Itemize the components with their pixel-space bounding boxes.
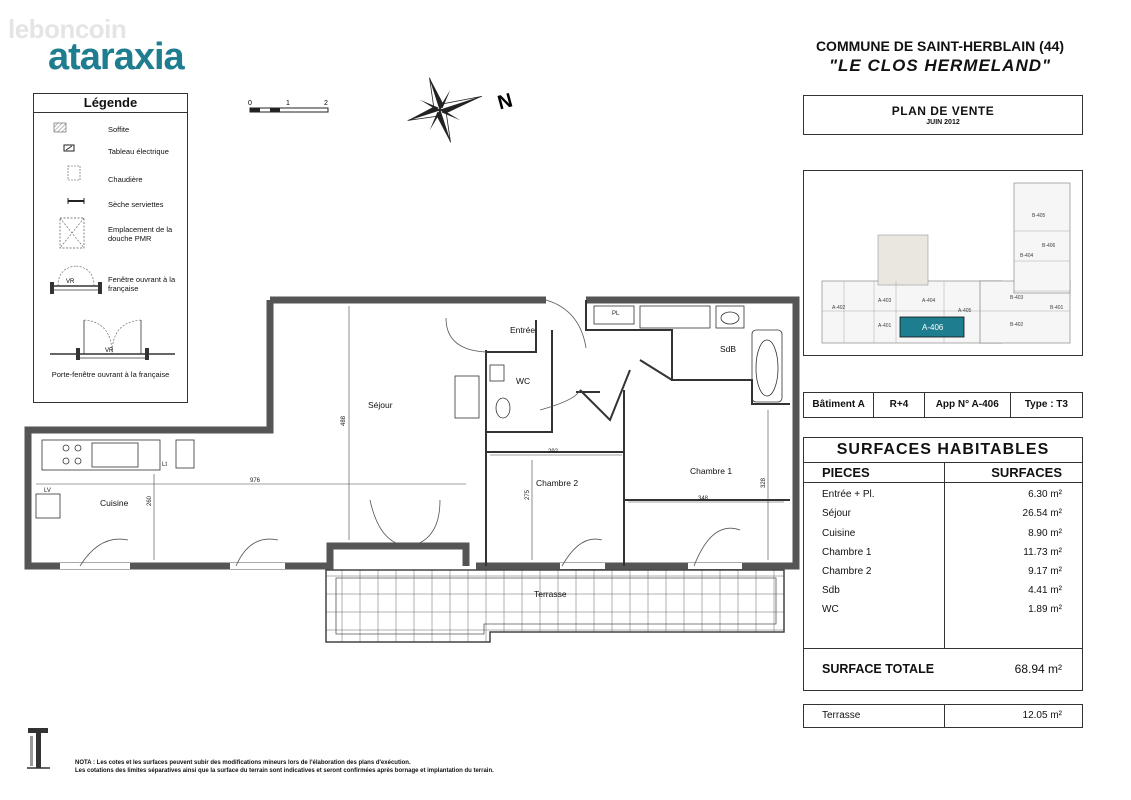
legend-item-seche: Sèche serviettes xyxy=(108,200,164,209)
keyplan-label: A-401 xyxy=(878,323,892,329)
col-surfaces: SURFACES xyxy=(991,465,1062,480)
dim-292: 292 xyxy=(548,449,559,455)
room-label-sdb: SdB xyxy=(720,344,737,354)
legend-item-fenetre: Fenêtre ouvrant à la française xyxy=(108,275,176,293)
dim-488: 488 xyxy=(341,415,347,426)
piece-name: Sdb xyxy=(822,585,840,596)
legend-title: Légende xyxy=(34,94,187,113)
surface-row xyxy=(804,585,1082,604)
surfaces-table xyxy=(803,437,1083,691)
piece-surface: 8.90 m² xyxy=(1028,528,1062,539)
plan-vente-title: PLAN DE VENTE xyxy=(891,104,995,118)
legend-item-douche: Emplacement de la douche PMR xyxy=(108,225,173,243)
col-pieces: PIECES xyxy=(822,465,870,480)
keyplan-label: B-406 xyxy=(1042,243,1056,249)
keyplan-label: B-403 xyxy=(1010,295,1024,301)
keyplan-label: B-405 xyxy=(1032,213,1046,219)
piece-name: Chambre 1 xyxy=(822,547,872,558)
commune-title: COMMUNE DE SAINT-HERBLAIN (44) xyxy=(815,38,1065,54)
keyplan-label: A-404 xyxy=(922,298,936,304)
piece-surface: 6.30 m² xyxy=(1028,489,1062,500)
info-appartement: App N° A-406 xyxy=(925,393,1011,417)
residence-title: "LE CLOS HERMELAND" xyxy=(828,56,1052,75)
plan-vente-box xyxy=(803,95,1083,135)
piece-name: WC xyxy=(822,604,839,615)
watermark: leboncoin xyxy=(8,14,127,44)
keyplan-highlight-label: A-406 xyxy=(922,323,944,332)
dim-260: 260 xyxy=(147,495,153,506)
window-vr-label: VR xyxy=(66,279,75,285)
room-label-chambre1: Chambre 1 xyxy=(690,466,733,476)
key-plan xyxy=(803,170,1083,356)
piece-name: Chambre 2 xyxy=(822,566,872,577)
room-label-entree: Entrée xyxy=(510,325,536,335)
note-line-1: NOTA : Les cotes et les surfaces peuvent subir des modifications mineurs lors de l'élaboration des plans d'exécution. xyxy=(75,760,411,766)
apartment-info-bar xyxy=(803,392,1083,418)
surface-total-row xyxy=(804,648,1082,691)
north-label: N xyxy=(495,89,516,115)
piece-surface: 1.89 m² xyxy=(1028,604,1062,615)
surface-row xyxy=(804,508,1082,527)
room-label-chambre2: Chambre 2 xyxy=(536,478,579,488)
fixture-label-pl: PL xyxy=(612,311,620,317)
disclaimer-note xyxy=(75,760,494,775)
piece-name: Entrée + Pl. xyxy=(822,489,875,500)
note-line-2: Les cotations des limites séparatives ainsi que la surface du terrain sont indicatives et seront confirmées après bornage et implantation du terrain. xyxy=(75,767,494,774)
room-label-wc: WC xyxy=(516,376,531,386)
keyplan-label: B-404 xyxy=(1020,253,1034,259)
scale-tick-2: 2 xyxy=(324,100,328,107)
piece-surface: 4.41 m² xyxy=(1028,585,1062,596)
keyplan-label: B-401 xyxy=(1050,305,1064,311)
dim-275: 275 xyxy=(525,489,531,500)
legend-item-soffite: Soffite xyxy=(108,125,130,134)
legend-item-tableau: Tableau électrique xyxy=(108,147,169,156)
piece-surface: 26.54 m² xyxy=(1022,508,1062,519)
scale-tick-1: 1 xyxy=(286,100,290,107)
legend-footer: Porte-fenêtre ouvrant à la française xyxy=(51,370,170,379)
fixture-label-lv: LV xyxy=(44,488,51,494)
keyplan-label: A-403 xyxy=(878,298,892,304)
dim-348: 348 xyxy=(698,496,709,502)
plan-vente-date: JUIN 2012 xyxy=(926,119,960,126)
dim-328: 328 xyxy=(761,477,767,488)
piece-name: Séjour xyxy=(822,508,851,519)
info-niveau: R+4 xyxy=(874,393,924,417)
fixture-label-lt: Lt xyxy=(162,462,168,468)
terrasse-surface-box xyxy=(803,704,1083,728)
surface-row xyxy=(804,528,1082,547)
scale-tick-0: 0 xyxy=(248,100,252,107)
door-vr-label: VR xyxy=(105,348,114,354)
terrasse-label: Terrasse xyxy=(822,710,861,721)
info-batiment: Bâtiment A xyxy=(804,393,874,417)
room-label-terrasse: Terrasse xyxy=(534,589,567,599)
keyplan-label: A-402 xyxy=(832,305,846,311)
piece-surface: 9.17 m² xyxy=(1028,566,1062,577)
surfaces-title: SURFACES HABITABLES xyxy=(804,438,1082,463)
terrace-area xyxy=(326,570,784,642)
terrasse-value: 12.05 m² xyxy=(1022,710,1062,721)
keyplan-label: A-405 xyxy=(958,308,972,314)
room-label-cuisine: Cuisine xyxy=(100,498,129,508)
keyplan-label: B-402 xyxy=(1010,322,1024,328)
surfaces-header xyxy=(804,462,1082,483)
info-type: Type : T3 xyxy=(1024,399,1068,410)
surface-row xyxy=(804,547,1082,566)
brand-logo: ataraxia xyxy=(48,36,184,78)
surface-row xyxy=(804,489,1082,508)
surface-total-label: SURFACE TOTALE xyxy=(822,662,935,676)
surface-row xyxy=(804,566,1082,585)
piece-name: Cuisine xyxy=(822,528,856,539)
architect-logo-icon xyxy=(26,722,52,772)
room-label-sejour: Séjour xyxy=(368,400,393,410)
dim-976: 976 xyxy=(250,478,261,484)
surface-row xyxy=(804,604,1082,623)
surface-total-value: 68.94 m² xyxy=(1014,662,1062,676)
piece-surface: 11.73 m² xyxy=(1023,547,1062,558)
legend-item-chaudiere: Chaudière xyxy=(108,175,143,184)
